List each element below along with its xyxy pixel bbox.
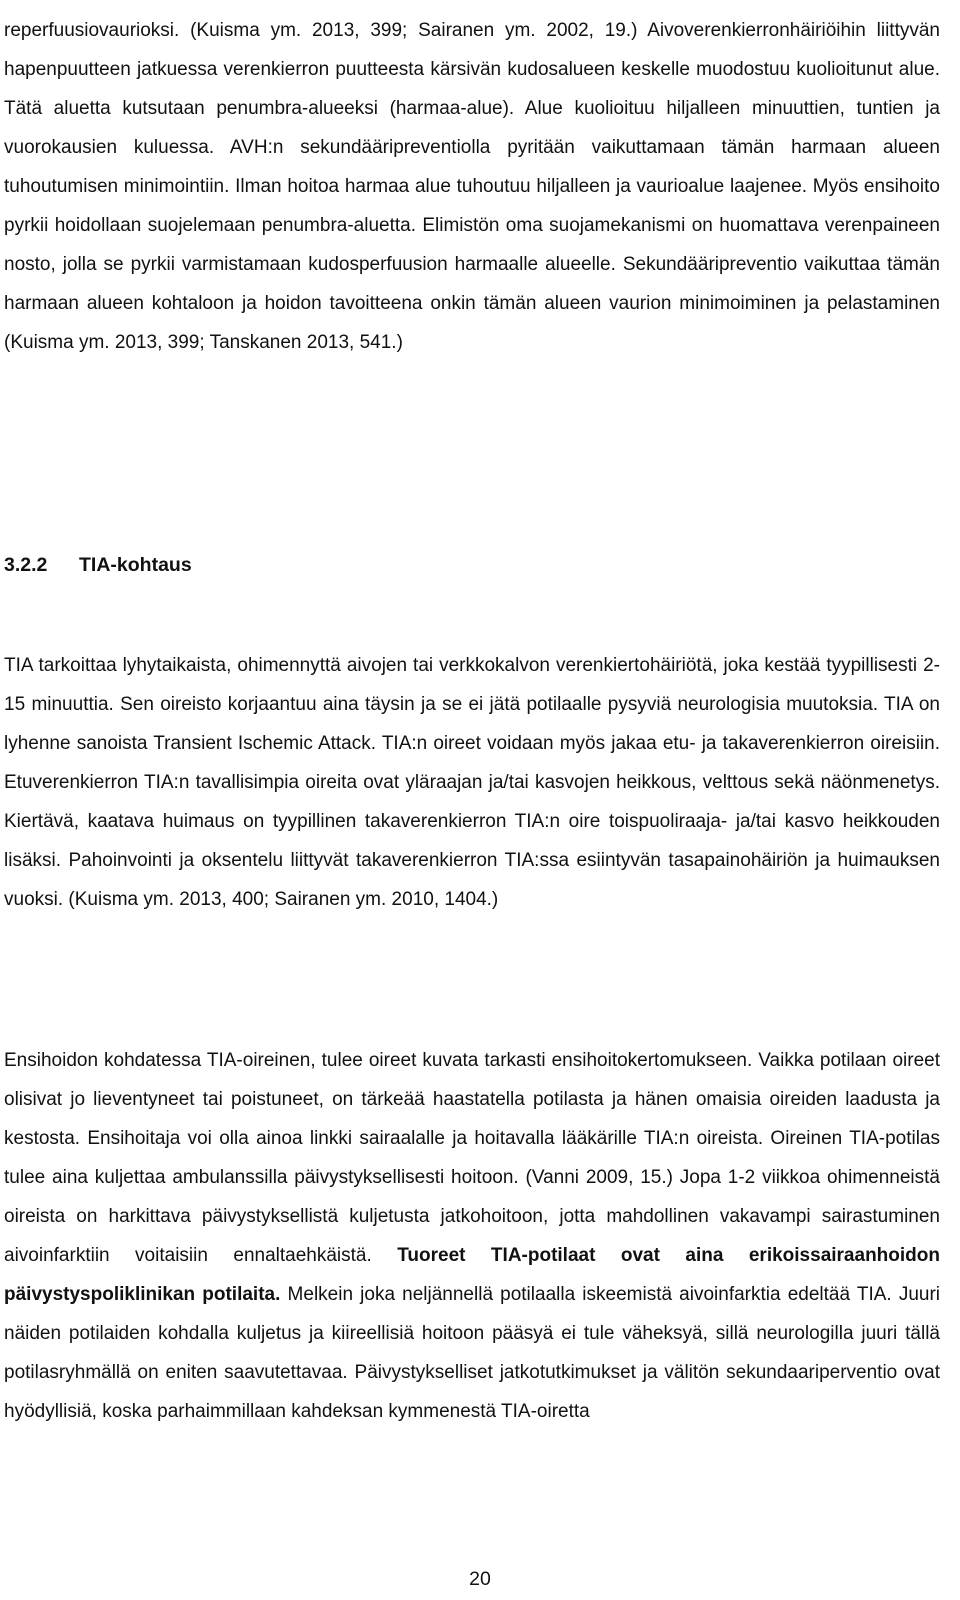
paragraph-tia-prehospital-text-1: Ensihoidon kohdatessa TIA-oireinen, tulee oireet kuvata tarkasti ensihoitokertomukseen. Vaikka potilaan oireet olisivat jo lieventyneet tai poistuneet, on tärkeää haastatella potilasta ja hänen omaisia oireiden laadusta ja kestosta. Ensihoitaja voi olla ainoa linkki sairaalalle ja hoitavalla lääkärille TIA:n oireista. Oireinen TIA-potilas tulee aina kuljettaa ambulanssilla päivystyksellisesti hoitoon. (Vanni 2009, 15.) Jopa 1-2 viikkoa ohimenneistä oireista on harkittava päivystyksellistä kuljetusta jatkohoitoon, jotta mahdollinen vakavampi sairastuminen aivoinfarktiin voitaisiin ennaltaehkäistä. <box>4 1050 940 1266</box>
section-heading-title: TIA-kohtaus <box>79 554 192 576</box>
paragraph-penumbra: reperfuusiovaurioksi. (Kuisma ym. 2013, 399; Sairanen ym. 2002, 19.) Aivoverenkierronhäiriöihin liittyvän hapenpuutteen jatkuessa verenkierron puutteesta kärsivän kudosalueen keskelle muodostuu kuolioitunut alue. Tätä aluetta kutsutaan penumbra-alueeksi (harmaa-alue). Alue kuolioituu hiljalleen minuuttien, tuntien ja vuorokausien kuluessa. AVH:n sekundääripreventiolla pyritään vaikuttamaan tämän harmaan alueen tuhoutumisen minimointiin. Ilman hoitoa harmaa alue tuhoutuu hiljalleen ja vaurioalue laajenee. Myös ensihoito pyrkii hoidollaan suojelemaan penumbra-aluetta. Elimistön oma suojamekanismi on huomattava verenpaineen nosto, jolla se pyrkii varmistamaan kudosperfuusion harmaalle alueelle. Sekundääripreventio vaikuttaa tämän harmaan alueen kohtaloon ja hoidon tavoitteena onkin tämän alueen vaurion minimoiminen ja pelastaminen (Kuisma ym. 2013, 399; Tanskanen 2013, 541.) <box>4 20 940 353</box>
paragraph-tia-prehospital <box>4 1041 940 1431</box>
paragraph-tia-prehospital-bold: Tuoreet TIA-potilaat ovat aina erikoissairaanhoidon päivystyspoliklinikan potilaita. <box>4 1245 940 1305</box>
page-number: 20 <box>469 1568 491 1590</box>
paragraph-tia-prehospital-text-2: Melkein joka neljännellä potilaalla iskeemistä aivoinfarktia edeltää TIA. Juuri näiden potilaiden kohdalla kuljetus ja kiireellisiä hoitoon pääsyä ei tule väheksyä, sillä neurologilla juuri tällä potilasryhmällä on eniten saavutettavaa. Päivystykselliset jatkotutkimukset ja välitön sekundaariperventio ovat hyödyllisiä, koska parhaimmillaan kahdeksan kymmenestä TIA-oiretta <box>4 1284 940 1422</box>
section-heading <box>4 550 192 580</box>
paragraph-tia-definition: TIA tarkoittaa lyhytaikaista, ohimennyttä aivojen tai verkkokalvon verenkiertohäiriötä, joka kestää tyypillisesti 2-15 minuuttia. Sen oireisto korjaantuu aina täysin ja se ei jätä potilaalle pysyviä neurologisia muutoksia. TIA on lyhenne sanoista Transient Ischemic Attack. TIA:n oireet voidaan myös jakaa etu- ja takaverenkierron oireisiin. Etuverenkierron TIA:n tavallisimpia oireita ovat yläraajan ja/tai kasvojen heikkous, velttous sekä näönmenetys. Kiertävä, kaatava huimaus on tyypillinen takaverenkierron TIA:n oire toispuoliraaja- ja/tai kasvo heikkouden lisäksi. Pahoinvointi ja oksentelu liittyvät takaverenkierron TIA:ssa esiintyvän tasapainohäiriön ja huimauksen vuoksi. (Kuisma ym. 2013, 400; Sairanen ym. 2010, 1404.) <box>4 655 940 910</box>
section-heading-number: 3.2.2 <box>4 554 48 576</box>
